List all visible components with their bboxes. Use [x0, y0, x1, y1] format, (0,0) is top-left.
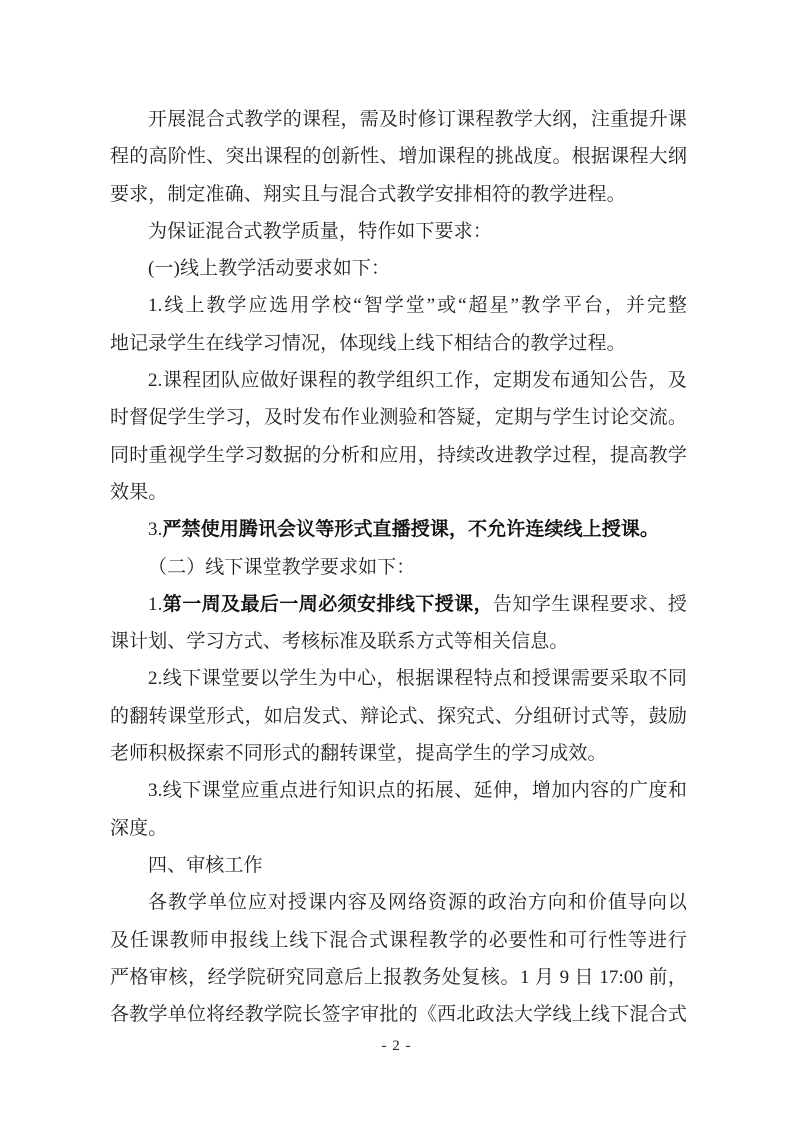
text-run: 为保证混合式教学质量，特作如下要求：	[148, 220, 492, 242]
text-line	[110, 996, 687, 1033]
text-line	[110, 101, 687, 138]
text-line	[110, 511, 687, 548]
bold-text-run: 第一周及最后一周必须安排线下授课，	[162, 593, 494, 615]
text-run: 的翻转课堂形式，如启发式、辩论式、探究式、分组研讨式等，鼓励	[110, 705, 687, 727]
text-line	[110, 735, 687, 772]
text-line	[110, 138, 687, 175]
text-line	[110, 474, 687, 511]
text-line	[110, 362, 687, 399]
page-number: - 2 -	[381, 1038, 412, 1054]
text-run: 地记录学生在线学习情况，体现线上线下相结合的教学过程。	[110, 332, 626, 354]
text-line	[110, 772, 687, 809]
text-run: 各教学单位应对授课内容及网络资源的政治方向和价值导向以	[148, 892, 687, 914]
text-run: 课计划、学习方式、考核标准及联系方式等相关信息。	[110, 631, 569, 653]
text-line	[110, 810, 687, 847]
text-line	[110, 586, 687, 623]
text-run: 严格审核，经学院研究同意后上报教务处复核。1 月 9 日 17:00 前，	[110, 966, 687, 988]
text-line	[110, 922, 687, 959]
text-line	[110, 549, 687, 586]
text-line	[110, 176, 687, 213]
text-run: (一)线上教学活动要求如下：	[148, 258, 391, 280]
text-line	[110, 847, 687, 884]
text-line	[110, 250, 687, 287]
text-line	[110, 325, 687, 362]
text-run: 效果。	[110, 481, 168, 503]
text-run: 同时重视学生学习数据的分析和应用，持续改进教学过程，提高教学	[110, 444, 687, 466]
text-run: 3.线下课堂应重点进行知识点的拓展、延伸，增加内容的广度和	[148, 780, 687, 802]
text-line	[110, 213, 687, 250]
text-run: 2.课程团队应做好课程的教学组织工作，定期发布通知公告，及	[148, 370, 687, 392]
text-run: 1.	[148, 593, 163, 615]
text-run: 2.线下课堂要以学生为中心，根据课程特点和授课需要采取不同	[148, 668, 687, 690]
text-run: 深度。	[110, 817, 168, 839]
text-line	[110, 959, 687, 996]
text-run: 要求，制定准确、翔实且与混合式教学安排相符的教学进程。	[110, 183, 626, 205]
text-run: 3.	[148, 519, 163, 541]
text-line	[110, 437, 687, 474]
text-run: （二）线下课堂教学要求如下：	[148, 556, 416, 578]
text-line	[110, 660, 687, 697]
text-line	[110, 399, 687, 436]
text-line	[110, 884, 687, 921]
text-run: 各教学单位将经教学院长签字审批的《西北政法大学线上线下混合式	[110, 1004, 687, 1026]
text-run: 告知学生课程要求、授	[493, 593, 687, 615]
text-run: 老师积极探索不同形式的翻转课堂，提高学生的学习成效。	[110, 743, 607, 765]
text-line	[110, 287, 687, 324]
text-line	[110, 623, 687, 660]
text-run: 时督促学生学习，及时发布作业测验和答疑，定期与学生讨论交流。	[110, 407, 687, 429]
text-run: 四、审核工作	[148, 854, 263, 876]
bold-text-run: 严禁使用腾讯会议等形式直播授课，不允许连续线上授课。	[162, 519, 660, 541]
document-body	[110, 101, 687, 1033]
text-run: 及任课教师申报线上线下混合式课程教学的必要性和可行性等进行	[110, 929, 687, 951]
text-run: 1.线上教学应选用学校“智学堂”或“超星”教学平台，并完整	[148, 295, 687, 317]
text-line	[110, 698, 687, 735]
text-run: 开展混合式教学的课程，需及时修订课程教学大纲，注重提升课	[148, 109, 687, 130]
text-run: 程的高阶性、突出课程的创新性、增加课程的挑战度。根据课程大纲	[110, 146, 687, 168]
